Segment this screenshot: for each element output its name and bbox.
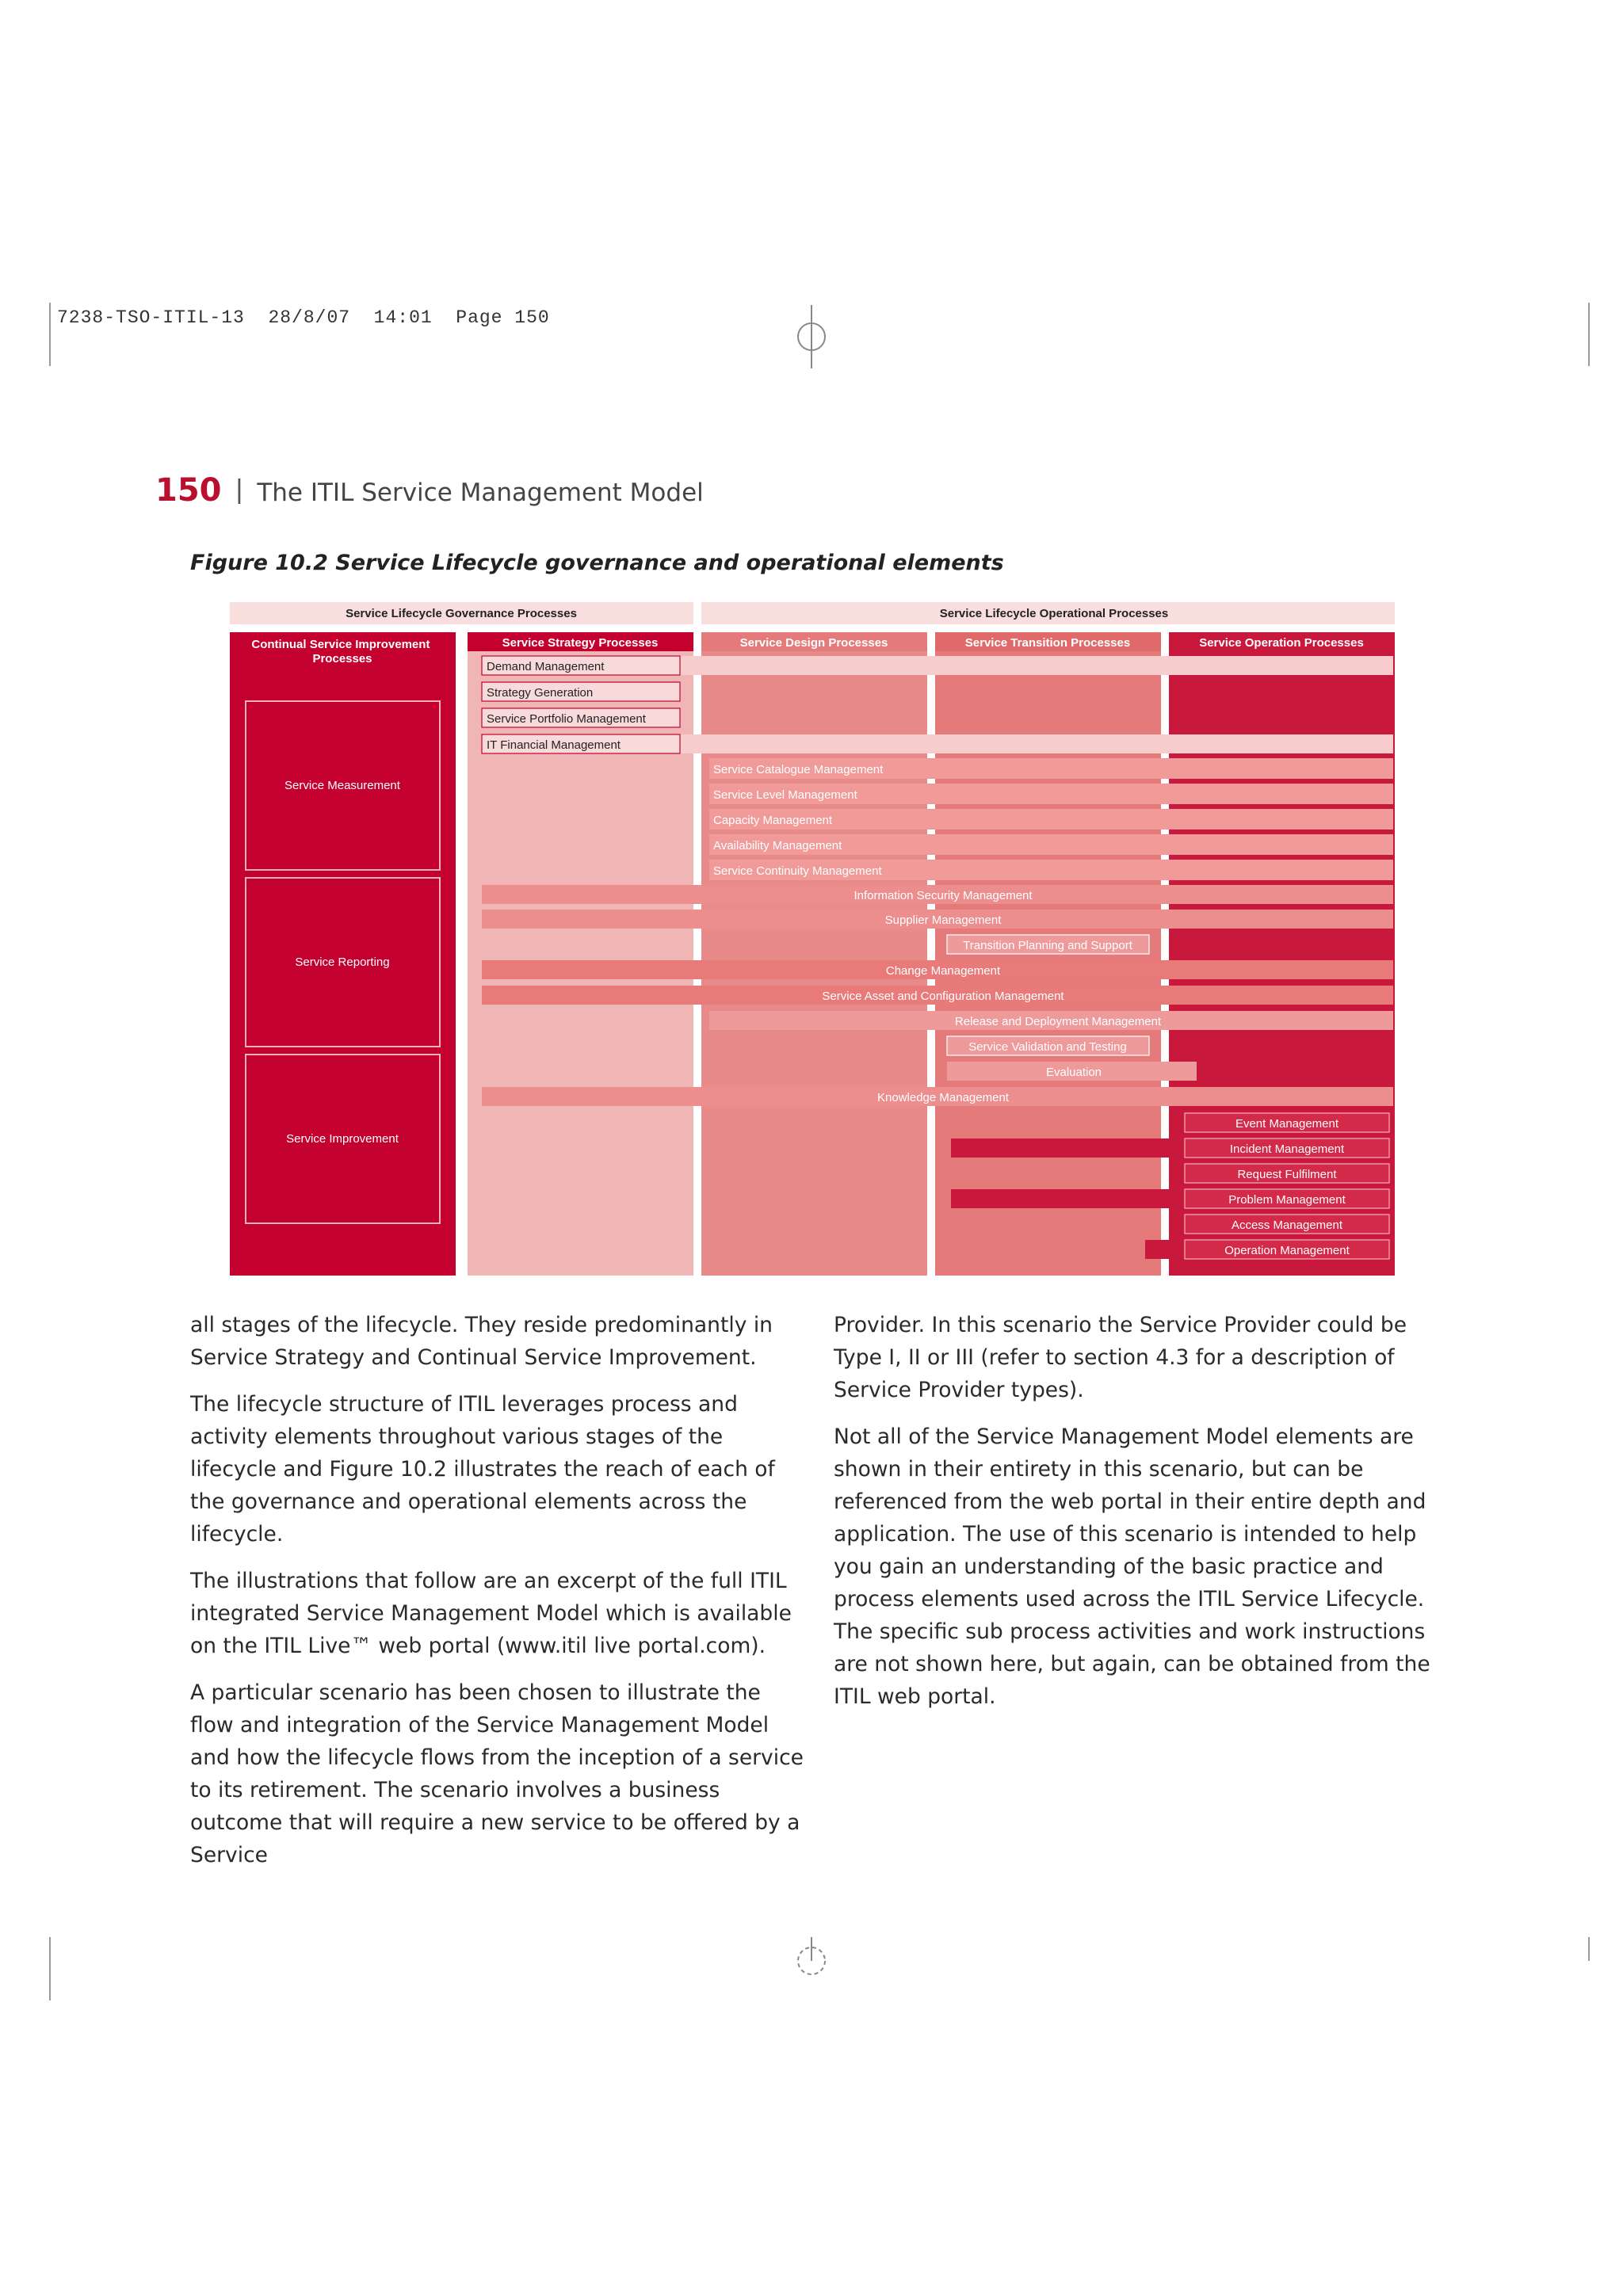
problem-label: Problem Management <box>1228 1193 1346 1207</box>
design-column-title: Service Design Processes <box>739 636 888 650</box>
operation-column-title: Service Operation Processes <box>1199 636 1364 650</box>
body-paragraph: The lifecycle structure of ITIL leverages process and activity elements throughout various stages of the lifecycle and Figure 10.2 illustrates the reach of each of the governance and operational elements across the lifecycle. <box>190 1392 775 1547</box>
capacity-label: Capacity Management <box>713 814 833 827</box>
evaluation-label: Evaluation <box>1045 1066 1102 1079</box>
running-title: The ITIL Service Management Model <box>257 479 704 507</box>
running-header <box>155 472 704 509</box>
tps-label: Transition Planning and Support <box>963 939 1132 952</box>
strategy-gen-label: Strategy Generation <box>487 686 594 700</box>
event-label: Event Management <box>1235 1117 1339 1131</box>
strategy-column-title: Service Strategy Processes <box>502 636 659 650</box>
body-paragraph: Not all of the Service Management Model elements are shown in their entirety in this scenario, but can be referenced from the web portal in their entire depth and application. The use of this scenario is intended to help you gain an understanding of the basic practice and process elements used across the ITIL Service Lifecycle. The specific sub process activities and work instructions are not shown here, but again, can be obtained from the ITIL web portal. <box>834 1425 1430 1709</box>
financial-label: IT Financial Management <box>487 738 621 752</box>
body-paragraph: Provider. In this scenario the Service Provider could be Type I, II or III (refer to section 4.3 for a description of Service Provider types). <box>834 1313 1407 1402</box>
csi-improvement-label: Service Improvement <box>286 1132 399 1146</box>
catalogue-label: Service Catalogue Management <box>713 763 884 776</box>
portfolio-label: Service Portfolio Management <box>487 712 646 726</box>
body-paragraph: all stages of the lifecycle. They reside predominantly in Service Strategy and Continual Service Improvement. <box>190 1313 773 1370</box>
csi-column <box>230 632 456 1276</box>
slm-label: Service Level Management <box>713 788 857 802</box>
crop-mark-top-right <box>1588 303 1590 366</box>
figure-caption: Figure 10.2 Service Lifecycle governance and operational elements <box>190 551 1004 575</box>
opsmgmt-label: Operation Management <box>1224 1244 1350 1257</box>
csi-reporting-label: Service Reporting <box>295 955 390 969</box>
continuity-label: Service Continuity Management <box>713 864 882 878</box>
request-label: Request Fulfilment <box>1237 1168 1337 1181</box>
release-label: Release and Deployment Management <box>954 1015 1162 1028</box>
page-number: 150 <box>155 472 222 509</box>
body-column-left <box>190 1309 808 1886</box>
incident-label: Incident Management <box>1229 1142 1345 1156</box>
supplier-label: Supplier Management <box>884 913 1002 927</box>
security-label: Information Security Management <box>854 889 1033 902</box>
transition-column-title: Service Transition Processes <box>964 636 1131 650</box>
access-label: Access Management <box>1231 1219 1343 1232</box>
strategy-column <box>468 632 693 1276</box>
demand-label: Demand Management <box>487 660 605 673</box>
governance-header: Service Lifecycle Governance Processes <box>346 607 577 620</box>
body-paragraph: A particular scenario has been chosen to illustrate the flow and integration of the Service Management Model and how the lifecycle flows from the inception of a service to its retirement. The scenario involves a business outcome that will require a new service to be offered by a Service <box>190 1680 804 1867</box>
availability-label: Availability Management <box>713 839 842 852</box>
csi-column-title: Continual Service Improvement Processes <box>251 638 430 666</box>
body-column-right <box>834 1309 1436 1727</box>
body-paragraph: The illustrations that follow are an excerpt of the full ITIL integrated Service Management Model which is available on the ITIL Live™ web portal (www.itil live portal.com). <box>190 1569 792 1658</box>
print-slug: 7238-TSO-ITIL-13 28/8/07 14:01 Page 150 <box>57 307 550 328</box>
crop-mark-bottom-right <box>1588 1937 1590 1961</box>
change-label: Change Management <box>885 964 1001 978</box>
crop-mark-top-left <box>49 303 51 366</box>
lifecycle-diagram <box>230 602 1395 1276</box>
design-column <box>701 632 927 1276</box>
registration-mark-bottom <box>796 1937 827 1985</box>
crop-mark-bottom-left <box>49 1937 51 2000</box>
operational-header: Service Lifecycle Operational Processes <box>939 607 1169 620</box>
sacm-label: Service Asset and Configuration Management <box>822 990 1064 1003</box>
knowledge-label: Knowledge Management <box>877 1091 1009 1104</box>
csi-measurement-label: Service Measurement <box>285 779 400 792</box>
registration-mark-top <box>796 305 827 368</box>
validation-label: Service Validation and Testing <box>968 1040 1127 1054</box>
header-separator: | <box>235 475 243 505</box>
